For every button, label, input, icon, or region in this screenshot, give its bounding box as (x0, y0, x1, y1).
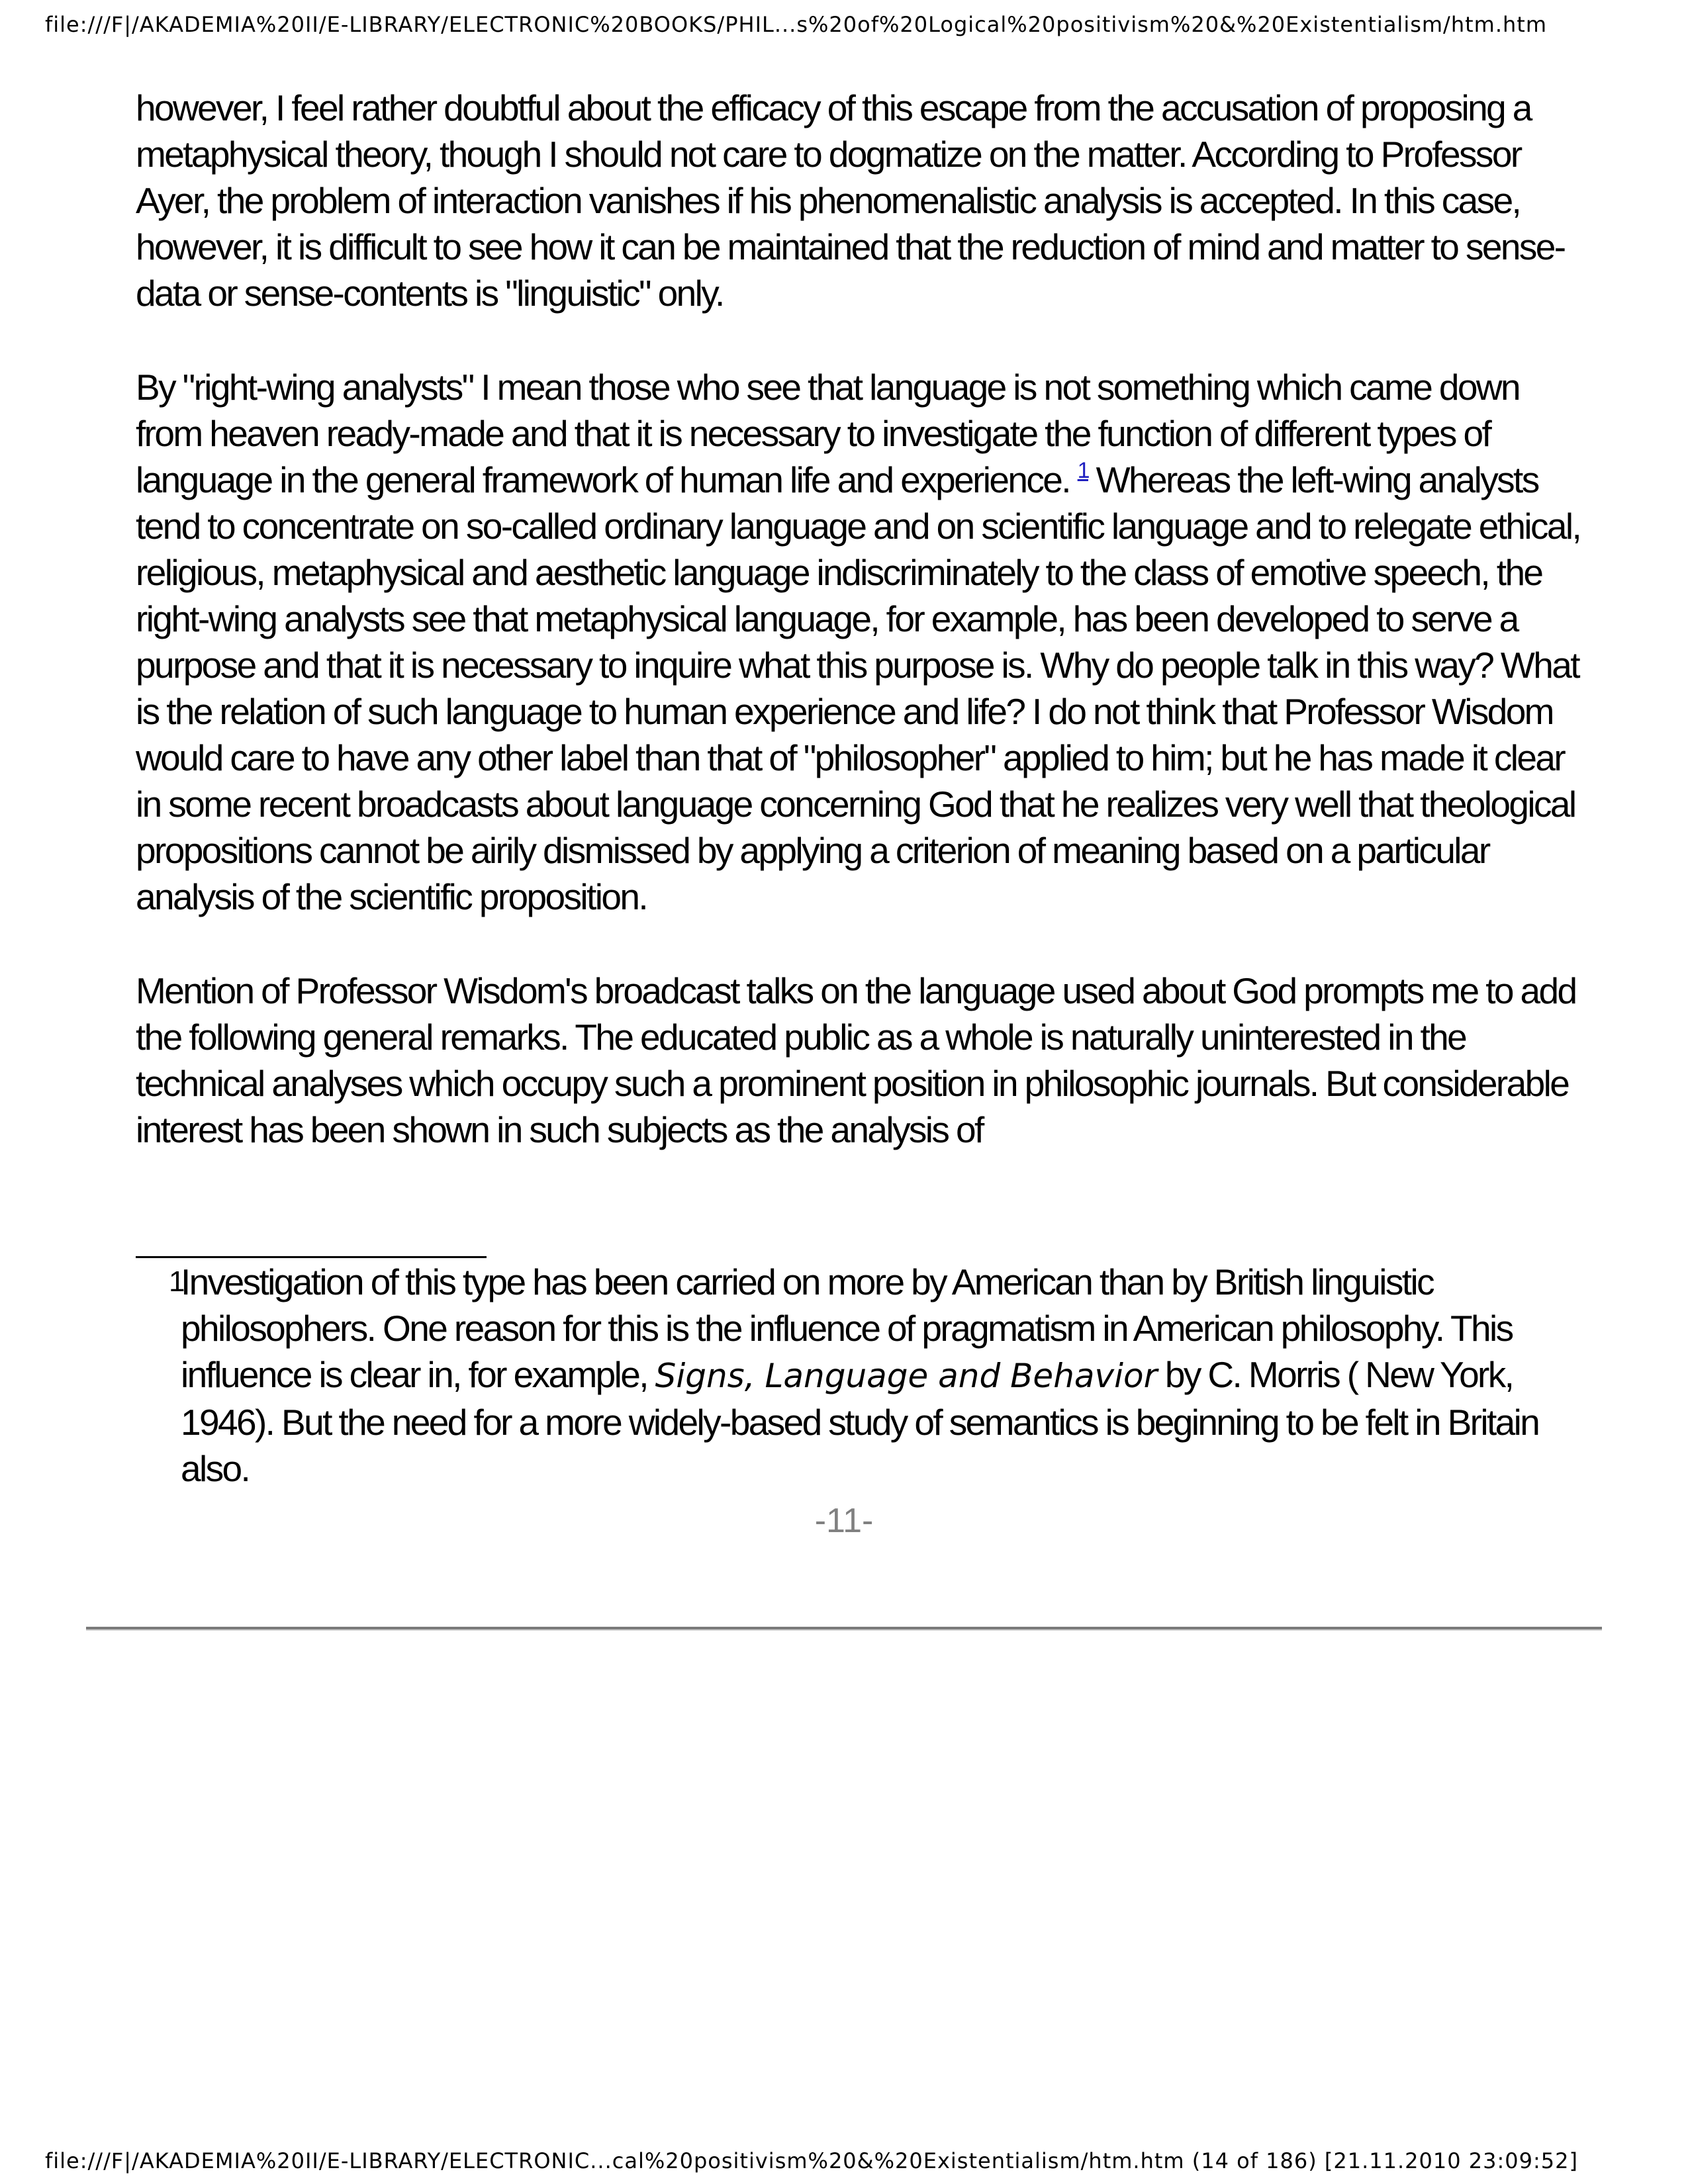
paragraph-2-part-1: By "right-wing analysts" I mean those who see that language is not something which came down from heaven ready-made and that it is necessary to investigate the function of different types of language in the general framework of human life and experience. (136, 367, 1520, 500)
footnote-link[interactable]: 1 (1077, 458, 1088, 483)
footnote-separator (136, 1256, 487, 1258)
footnote-book-title: Signs, Language and Behavior (655, 1357, 1158, 1395)
page-divider (86, 1627, 1602, 1631)
paragraph-3: Mention of Professor Wisdom's broadcast talks on the language used about God prompts me to add the following general remarks. The educated public as a whole is naturally uninterested in the technical analyses which occupy such a prominent position in philosophic journals. But considerable interest has been shown in such subjects as the analysis of (136, 970, 1576, 1150)
footnote-text-2: by C. Morris ( New York, 1946). But the need for a more widely-based study of semantics is beginning to be felt in Britain also. (181, 1354, 1539, 1489)
paragraph-2 (136, 364, 1589, 920)
main-text (136, 85, 1589, 1201)
browser-footer-path: file:///F|/AKADEMIA%20II/E-LIBRARY/ELECTRONIC...cal%20positivism%20&%20Existentialism/htm.htm (14 of 186) [21.11.2010 23:09:52] (45, 2148, 1578, 2173)
footnote-text-1: Investigation of this type has been carried on more by American than by British linguistic philosophers. One reason for this is the influence of pragmatism in American philosophy. This influence is clear in, for example, (181, 1261, 1513, 1395)
footnote-number: 1 (169, 1265, 185, 1298)
page-number: -11- (814, 1502, 874, 1540)
paragraph-1: however, I feel rather doubtful about the efficacy of this escape from the accusation of proposing a metaphysical theory, though I should not care to dogmatize on the matter. According to Professor Ayer, the problem of interaction vanishes if his phenomenalistic analysis is accepted. In this case, however, it is difficult to see how it can be maintained that the reduction of mind and matter to sense-data or sense-contents is "linguistic" only. (136, 87, 1565, 314)
browser-header-path: file:///F|/AKADEMIA%20II/E-LIBRARY/ELECTRONIC%20BOOKS/PHIL...s%20of%20Logical%20positivism%20&%20Existentialism/htm.htm (45, 12, 1547, 37)
footnote-body (181, 1259, 1599, 1492)
footnote (136, 1259, 1599, 1492)
paragraph-2-part-2: Whereas the left-wing analysts tend to concentrate on so-called ordinary language and on scientific language and to relegate ethical, religious, metaphysical and aesthetic language indiscriminately to the class of emotive speech, the right-wing analysts see that metaphysical language, for example, has been developed to serve a purpose and that it is necessary to inquire what this purpose is. Why do people talk in this way? What is the relation of such language to human experience and life? I do not think that Professor Wisdom would care to have any other label than that of "philosopher" applied to him; but he has made it clear in some recent broadcasts about language concerning God that he realizes very well that theological propositions cannot be airily dismissed by applying a criterion of meaning based on a particular analysis of the scientific proposition. (136, 459, 1581, 917)
